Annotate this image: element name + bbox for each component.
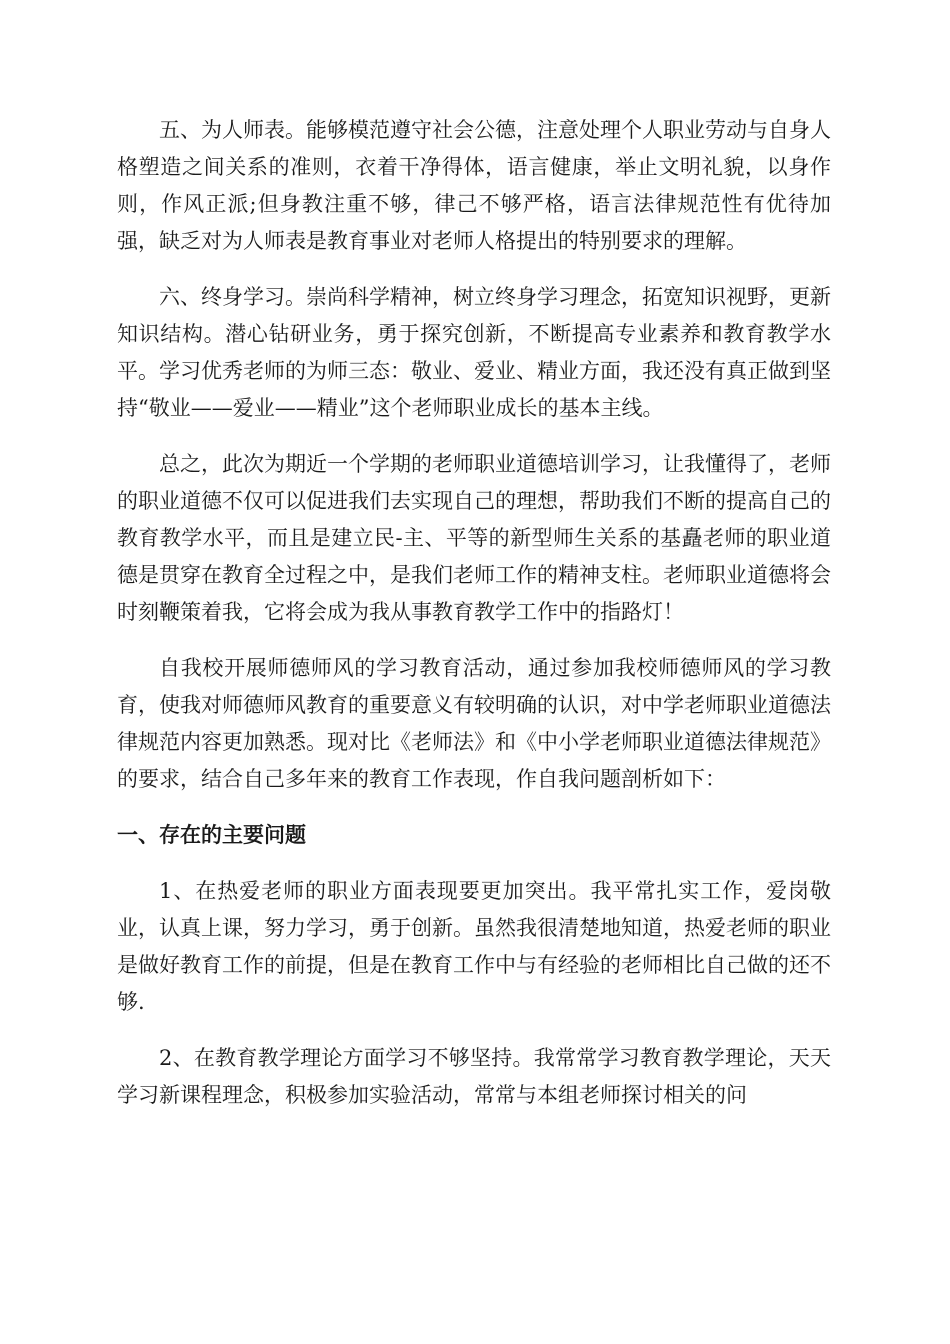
paragraph-six-lifelong-learning: 六、终身学习。崇尚科学精神，树立终身学习理念，拓宽知识视野，更新知识结构。潜心钻研业务，勇于探究创新，不断提高专业素养和教育教学水平。学习优秀老师的为师三态：敬业、爱业、精业方面，我还没有真正做到坚持“敬业——爱业——精业”这个老师职业成长的基本主线。 [117, 285, 831, 420]
paragraph-problem-two: 2、在教育教学理论方面学习不够坚持。我常常学习教育教学理论，天天学习新课程理念，积极参加实验活动，常常与本组老师探讨相关的问 [117, 1046, 831, 1107]
paragraph-self-analysis-intro: 自我校开展师德师风的学习教育活动，通过参加我校师德师风的学习教育，使我对师德师风教育的重要意义有较明确的认识，对中学老师职业道德法律规范内容更加熟悉。现对比《老师法》和《中小学老师职业道德法律规范》的要求，结合自己多年来的教育工作表现，作自我问题剖析如下： [117, 656, 831, 791]
section-heading-main-problems: 一、存在的主要问题 [117, 823, 306, 847]
paragraph-five-teacher-model: 五、为人师表。能够模范遵守社会公德，注意处理个人职业劳动与自身人格塑造之间关系的准则，衣着干净得体，语言健康，举止文明礼貌，以身作则，作风正派;但身教注重不够，律己不够严格，语言法律规范性有优待加强，缺乏对为人师表是教育事业对老师人格提出的特别要求的理解。 [117, 118, 831, 253]
document-body [117, 112, 831, 1133]
paragraph-summary: 总之，此次为期近一个学期的老师职业道德培训学习，让我懂得了，老师的职业道德不仅可以促进我们去实现自己的理想，帮助我们不断的提高自己的教育教学水平，而且是建立民-主、平等的新型师生关系的基矗老师的职业道德是贯穿在教育全过程之中，是我们老师工作的精神支柱。老师职业道德将会时刻鞭策着我，它将会成为我从事教育教学工作中的指路灯！ [117, 452, 831, 624]
paragraph-problem-one: 1、在热爱老师的职业方面表现要更加突出。我平常扎实工作，爱岗敬业，认真上课，努力学习，勇于创新。虽然我很清楚地知道，热爱老师的职业是做好教育工作的前提，但是在教育工作中与有经验的老师相比自己做的还不够. [117, 879, 831, 1014]
